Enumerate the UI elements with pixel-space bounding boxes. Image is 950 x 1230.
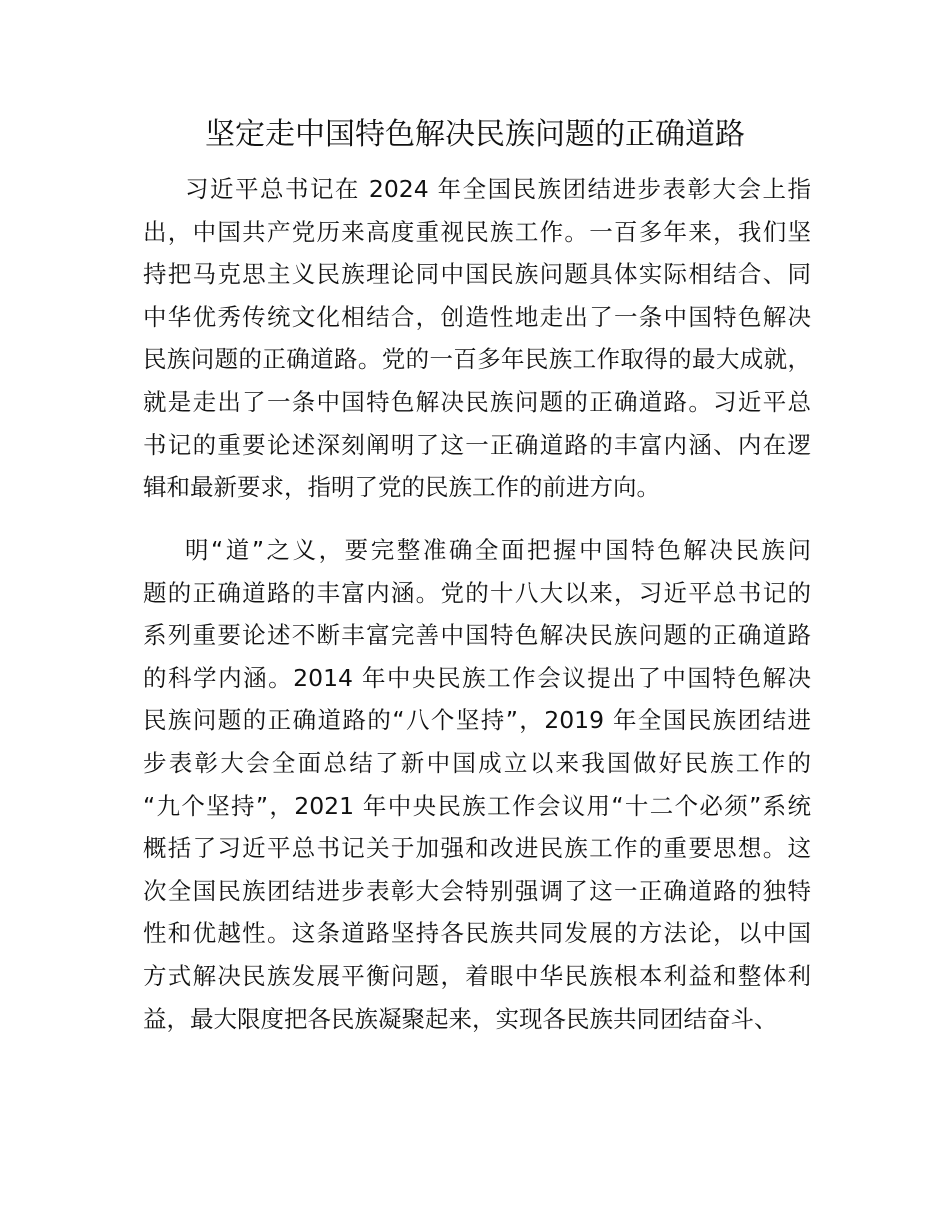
paragraph-line: 性和优越性。这条道路坚持各民族共同发展的方法论，以中国 [143, 919, 811, 948]
paragraph-line: 就是走出了一条中国特色解决民族问题的正确道路。习近平总 [143, 387, 811, 416]
paragraph-line: 方式解决民族发展平衡问题，着眼中华民族根本利益和整体利 [143, 961, 811, 990]
paragraph-line: 概括了习近平总书记关于加强和改进民族工作的重要思想。这 [143, 834, 811, 863]
paragraph-line: 民族问题的正确道路。党的一百多年民族工作取得的最大成就， [143, 345, 811, 374]
paragraph-line: 明“道”之义，要完整准确全面把握中国特色解决民族问 [185, 536, 811, 564]
paragraph-line: 出，中国共产党历来高度重视民族工作。一百多年来，我们坚 [143, 217, 811, 246]
paragraph-line: 习近平总书记在 2024 年全国民族团结进步表彰大会上指 [185, 175, 811, 203]
paragraph-line: 书记的重要论述深刻阐明了这一正确道路的丰富内涵、内在逻 [143, 430, 811, 459]
paragraph-line: 的科学内涵。2014 年中央民族工作会议提出了中国特色解决 [143, 663, 811, 692]
paragraph-line: 系列重要论述不断丰富完善中国特色解决民族问题的正确道路 [143, 621, 811, 650]
paragraph-line: 次全国民族团结进步表彰大会特别强调了这一正确道路的独特 [143, 876, 811, 905]
paragraph-2 [143, 529, 811, 1040]
paragraph-line: 益，最大限度把各民族凝聚起来，实现各民族共同团结奋斗、 [143, 1004, 778, 1033]
document-title: 坚定走中国特色解决民族问题的正确道路 [205, 117, 745, 152]
paragraph-line: “九个坚持”，2021 年中央民族工作会议用“十二个必须”系统 [143, 791, 811, 820]
paragraph-line: 辑和最新要求，指明了党的民族工作的前进方向。 [143, 473, 660, 502]
paragraph-line: 题的正确道路的丰富内涵。党的十八大以来，习近平总书记的 [143, 578, 811, 607]
paragraph-1 [143, 168, 811, 509]
paragraph-line: 持把马克思主义民族理论同中国民族问题具体实际相结合、同 [143, 260, 811, 289]
paragraph-line: 民族问题的正确道路的“八个坚持”，2019 年全国民族团结进 [143, 706, 811, 735]
paragraph-line: 步表彰大会全面总结了新中国成立以来我国做好民族工作的 [143, 748, 811, 777]
paragraph-line: 中华优秀传统文化相结合，创造性地走出了一条中国特色解决 [143, 302, 811, 331]
